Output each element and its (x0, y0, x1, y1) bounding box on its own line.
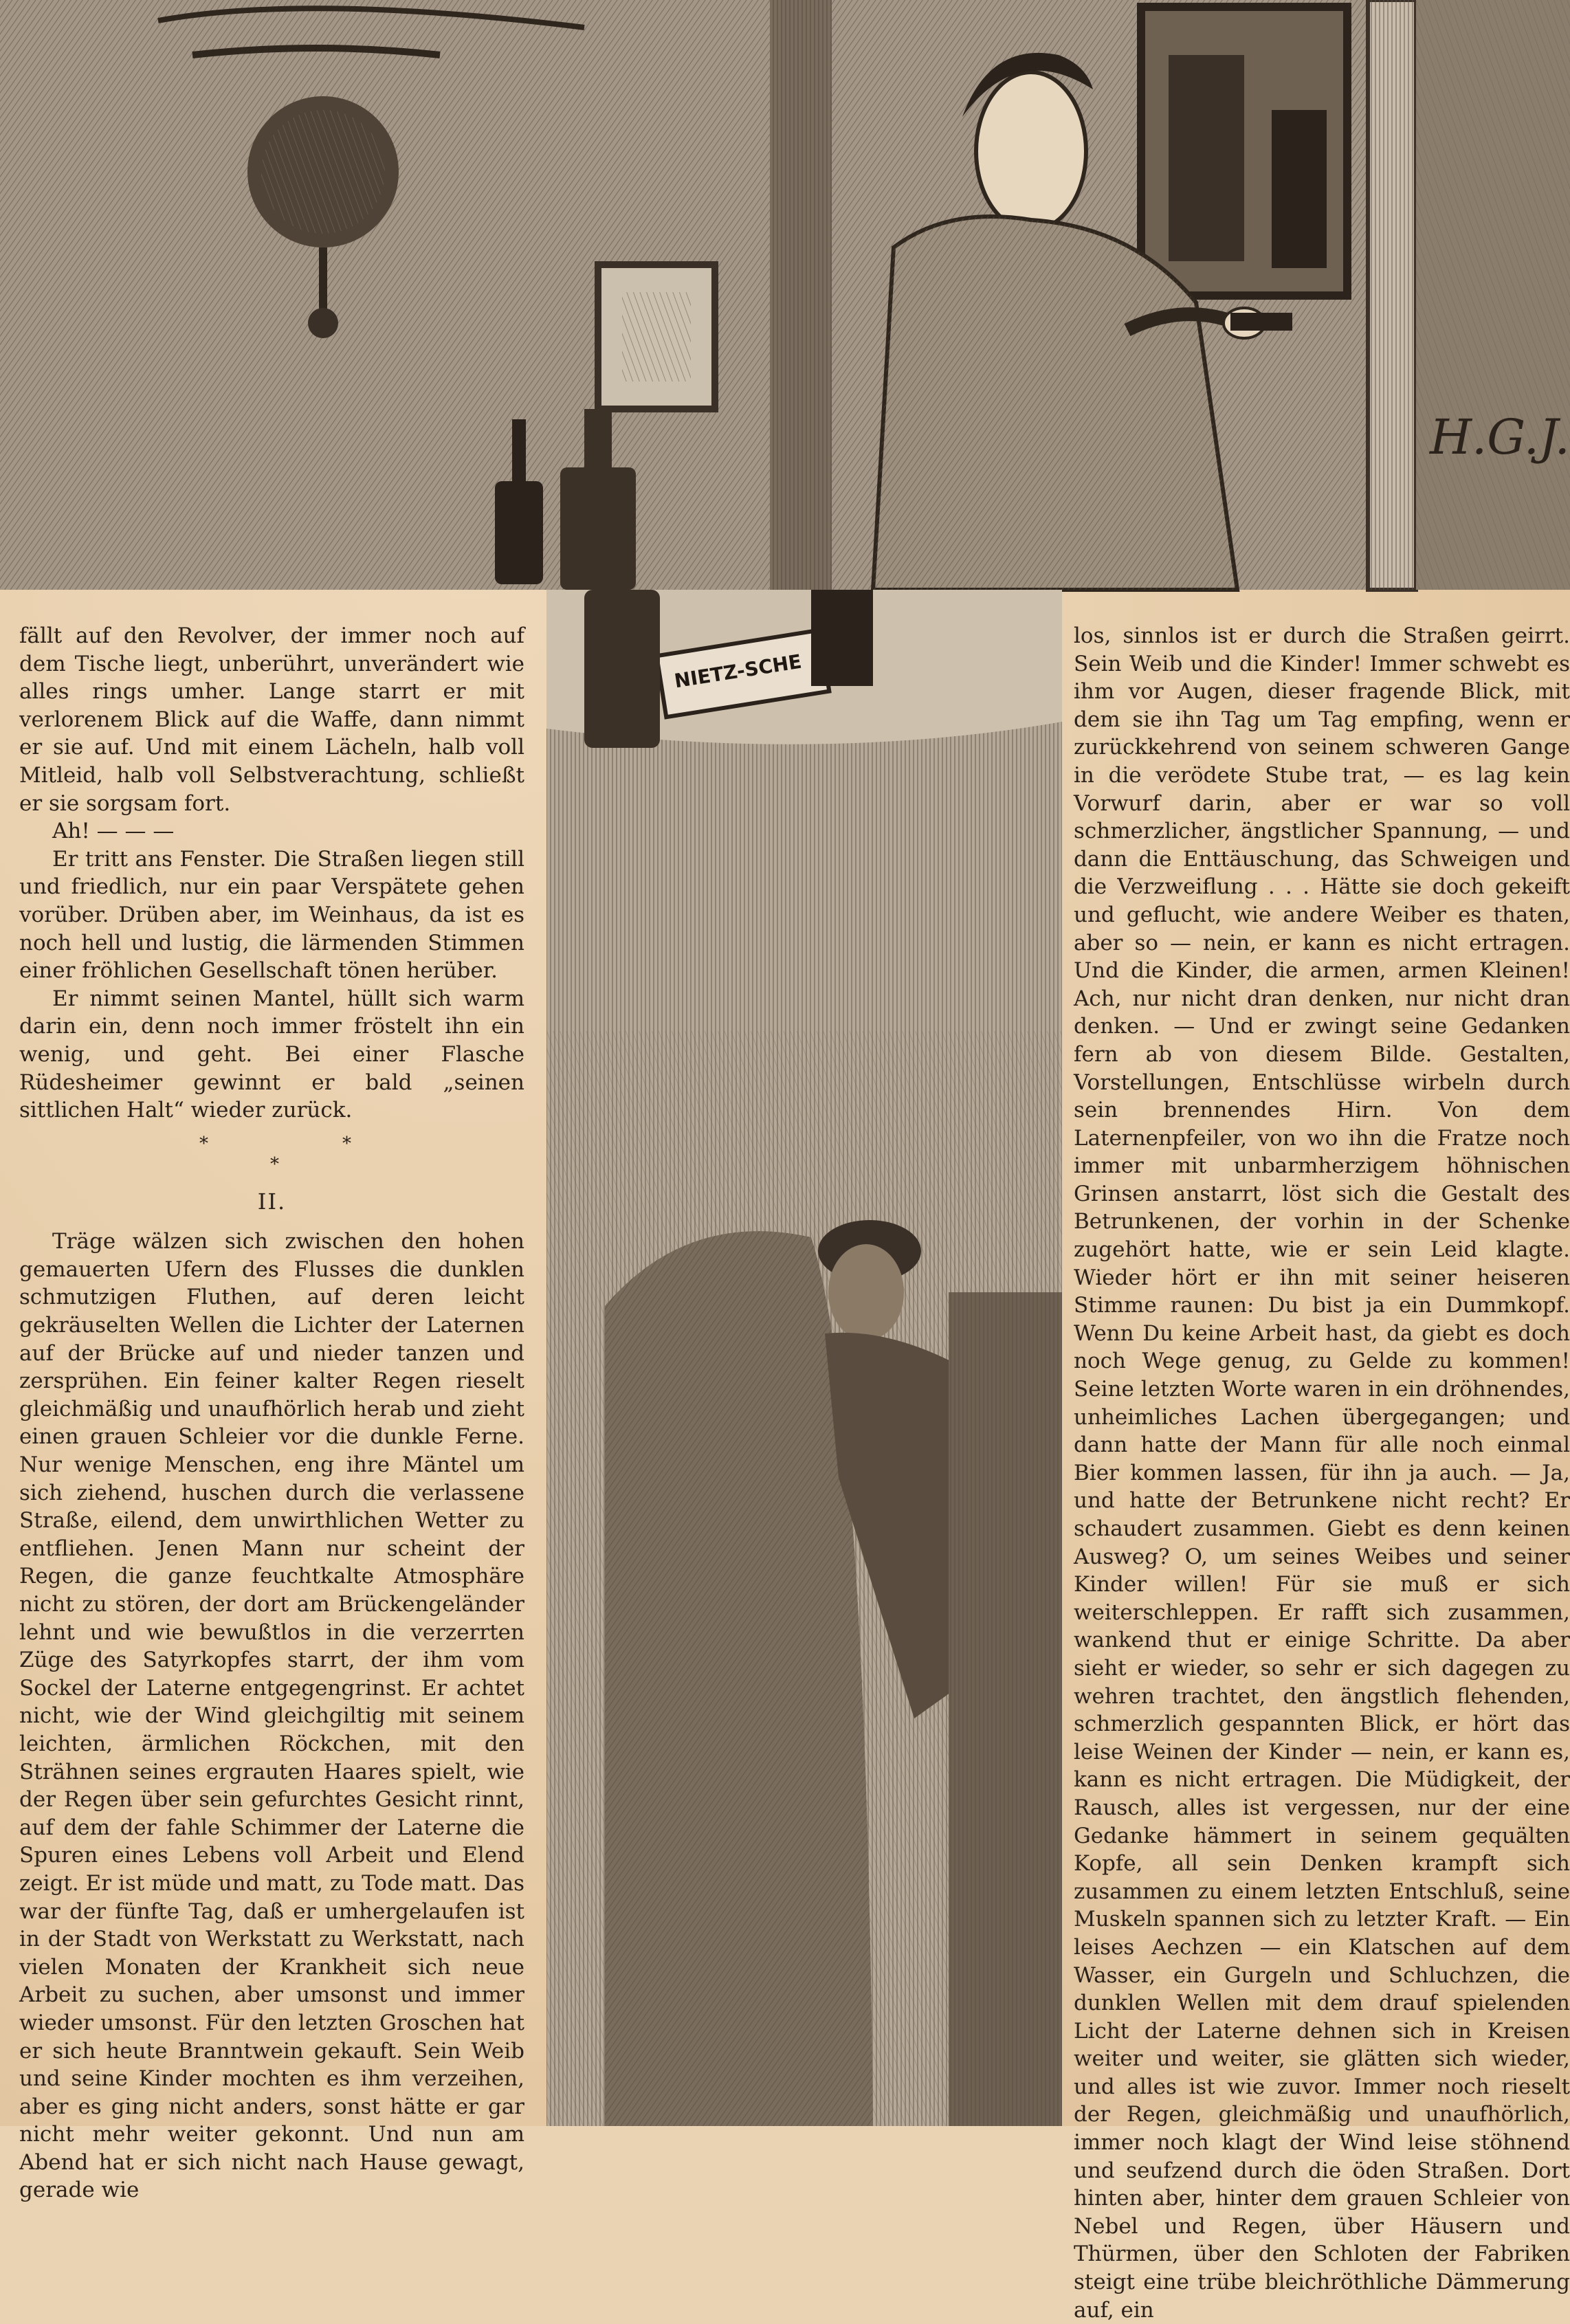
section-heading: II. (257, 1188, 287, 1215)
section-separator (19, 1125, 524, 1180)
paragraph: fällt auf den Revolver, der immer noch auf dem Tische liegt, unberührt, unverändert wie alles rings umher. Lange starrt er mit verlorenem Blick auf die Waffe, dann nimmt er sie auf. Und mit einem Lächeln, halb voll Mitleid, halb voll Selbstverachtung, schließt er sie sorgsam fort. (19, 623, 524, 816)
left-text-column (19, 622, 524, 2204)
bridge-scene (546, 590, 1062, 2126)
paragraph: Er nimmt seinen Mantel, hüllt sich warm darin ein, denn noch immer fröstelt ihn ein wenig, und geht. Bei einer Flasche Rüdesheimer gewinnt er bald „seinen sittlichen Halt“ wieder zurück. (19, 986, 524, 1123)
right-text-column (1074, 622, 1570, 2323)
revolver (1230, 313, 1292, 331)
paragraph: Träge wälzen sich zwischen den hohen gemauerten Ufern des Flusses die dunklen schmutzigen Fluthen, auf deren leicht gekräuselten Wellen die Lichter der Laternen auf der Brücke auf und nieder tanzen und zersprühen. Ein feiner kalter Regen rieselt gleichmäßig und unaufhörlich herab und zieht einen grauen Schleier vor die dunkle Ferne. Nur wenige Menschen, eng ihre Mäntel um sich ziehend, huschen durch die verlassene Straße, eilend, dem unwirthlichen Wetter zu entfliehen. Jenen Mann nur scheint der Regen, die ganze feuchtkalte Atmosphäre nicht zu stören, der dort am Brückengeländer lehnt und wie bewußtlos in die verzerrten Züge des Satyrkopfes starrt, der ihm vom Sockel der Laterne entgegengrinst. Er achtet nicht, wie der Wind gleichgiltig mit seinem leichten, ärmlichen Röckchen, mit den Strähnen seines ergrauten Haares spielt, wie der Regen über sein gefurchtes Gesicht rinnt, auf dem der fahle Schimmer der Laterne die Spuren eines Lebens voll Arbeit und Elend zeigt. Er ist müde und matt, zu Tode matt. Das war der fünfte Tag, daß er umhergelaufen ist in der Stadt von Werkstatt zu Werkstatt, nach vielen Monaten der Krankheit sich neue Arbeit zu suchen, aber umsonst und immer wieder umsonst. Für den letzten Groschen hat er sich heute Branntwein gekauft. Sein Weib und seine Kinder mochten es ihm verzeihen, aber es ging nicht anders, sonst hätte er gar nicht mehr weiter gekonnt. Und nun am Abend hat er sich nicht nach Hause gewagt, gerade wie (19, 1229, 524, 2203)
svg-text:NIETZ-SCHE: NIETZ-SCHE (672, 650, 804, 693)
paragraph: Er tritt ans Fenster. Die Straßen liegen still und friedlich, nur ein paar Verspätete gehen vorüber. Drüben aber, im Weinhaus, da ist es noch hell und lustig, die lärmenden Stimmen einer fröhlichen Gesellschaft tönen herüber. (19, 846, 524, 984)
paragraph: Ah! — — — (52, 819, 175, 844)
paragraph: los, sinnlos ist er durch die Straßen geirrt. Sein Weib und die Kinder! Immer schwebt es ihm vor Augen, dieser fragende Blick, mit dem sie ihn Tag um Tag empfing, wenn er zurückkehrend von seinem schweren Gange in die verödete Stube trat, — es lag kein Vorwurf darin, aber er war so voll schmerzlicher, ängstlicher Spannung, — und dann die Enttäuschung, das Schweigen und die Verzweiflung . . . Hätte sie doch gekeift und geflucht, wie andere Weiber es thaten, aber so — nein, er kann es nicht ertragen. Und die Kinder, die armen, armen Kleinen! Ach, nur nicht dran denken, nur nicht dran denken. — Und er zwingt seine Gedanken fern ab von diesem Bilde. Gestalten, Vorstellungen, Entschlüsse wirbeln durch sein brennendes Hirn. Von dem Laternenpfeiler, von wo ihn die Fratze noch immer mit unbarmherzigem höhnischen Grinsen anstarrt, löst sich die Gestalt des Betrunkenen, der vorhin in der Schenke zugehört hatte, wie er sein Leid klagte. Wieder hört er ihn mit seiner heiseren Stimme raunen: Du bist ja ein Dummkopf. Wenn Du keine Arbeit hast, da giebt es doch noch Wege genug, zu Gelde zu kommen! Seine letzten Worte waren in ein dröhnendes, unheimliches Lachen übergegangen; und dann hatte der Mann für alle noch einmal Bier kommen lassen, für ihn ja auch. — Ja, und hatte der Betrunkene nicht recht? Er schaudert zusammen. Giebt es denn keinen Ausweg? O, um seines Weibes und seiner Kinder willen! Für sie muß er sich weiterschleppen. Er rafft sich zusammen, wankend thut er einige Schritte. Da aber sieht er wieder, so sehr er sich dagegen zu wehren trachtet, den ängstlich flehenden, schmerzlich gespannten Blick, er hört das leise Weinen der Kinder — nein, er kann es, kann es nicht ertragen. Die Müdigkeit, der Rausch, alles ist vergessen, nur der eine Gedanke hämmert in seinem gequälten Kopfe, all sein Denken krampft sich zusammen zu einem letzten Entschluß, seine Muskeln spannen sich zu letzter Kraft. — Ein leises Aechzen — ein Klatschen auf dem Wasser, ein Gurgeln und Schluchzen, die dunklen Wellen mit dem drauf spielenden Licht der Laterne dehnen sich in Kreisen weiter und weiter, sie glätten sich wieder, und alles ist wie zuvor. Immer noch rieselt der Regen, gleichmäßig und unaufhörlich, immer noch klagt der Wind leise stöhnend und seufzend durch die öden Straßen. Dort hinten aber, hinter dem grauen Schleier von Nebel und Regen, über Häusern und Thürmen, über den Schloten der Fabriken steigt eine trübe bleichröthliche Dämmerung auf, ein (1074, 623, 1570, 2323)
asterisk: * (270, 1153, 279, 1175)
asterisk: * (342, 1133, 351, 1154)
asterisk: * (199, 1133, 208, 1154)
artist-signature: H.G.J. (1430, 409, 1570, 465)
room-scene (0, 0, 1570, 590)
